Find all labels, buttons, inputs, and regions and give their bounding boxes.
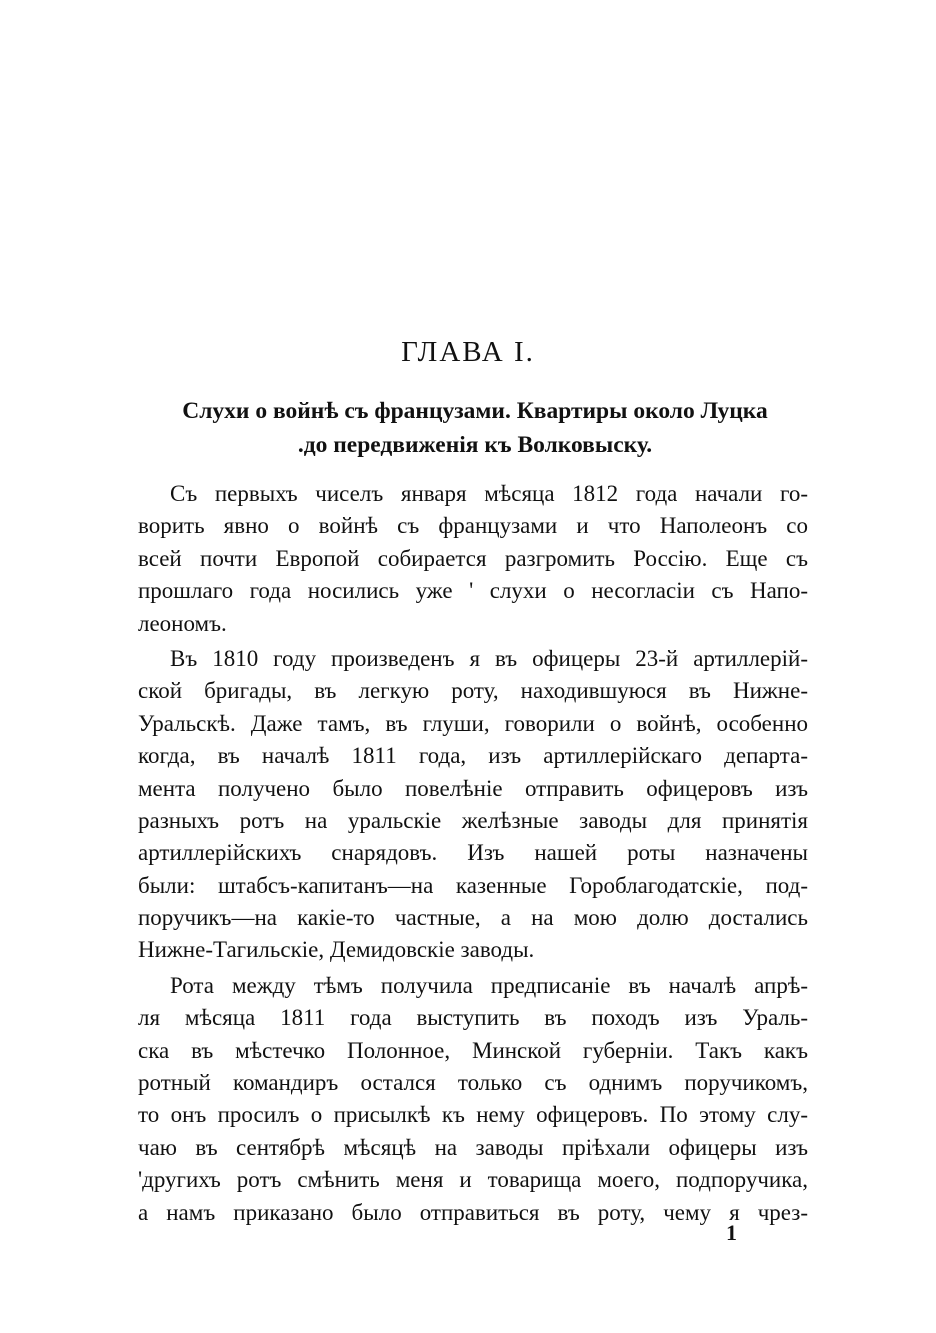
text-line: поручикъ—на какіе-то частные, а на мою долю достались (138, 905, 808, 931)
chapter-heading: ГЛАВА I. (401, 336, 535, 368)
text-line: Рота между тѣмъ получила предписаніе въ началѣ апрѣ- (170, 972, 808, 998)
text-line: то онъ просилъ о присылкѣ къ нему офицеровъ. По этому слу- (138, 1102, 808, 1128)
page-number: 1 (726, 1220, 737, 1245)
text-line: ска въ мѣстечко Полонное, Минской губерніи. Такъ какъ (138, 1037, 808, 1063)
text-line: разныхъ ротъ на уральскіе желѣзные заводы для принятія (138, 807, 808, 833)
paragraph (138, 970, 808, 1229)
chapter-subtitle (130, 394, 820, 462)
text-line: артиллерійскихъ снарядовъ. Изъ нашей роты назначены (138, 840, 808, 866)
text-line: чаю въ сентябрѣ мѣсяцѣ на заводы пріѣхали офицеры изъ (138, 1134, 808, 1160)
paragraph (138, 478, 808, 640)
text-line: 'другихъ ротъ смѣнить меня и товарища моего, подпоручика, (138, 1167, 808, 1193)
text-line: ворить явно о войнѣ съ французами и что Наполеонъ со (138, 513, 808, 539)
subtitle-line: .до передвиженія къ Волковыску. (297, 432, 653, 458)
text-line: Нижне-Тагильскіе, Демидовскіе заводы. (138, 937, 535, 963)
text-line: были: штабсъ-капитанъ—на казенные Гороблагодатскіе, под- (138, 872, 808, 898)
text-line: всей почти Европой собирается разгромить Россію. Еще съ (138, 545, 808, 571)
text-line: прошлаго года носились уже ' слухи о несогласіи съ Напо- (138, 578, 808, 604)
text-line: Съ первыхъ чиселъ января мѣсяца 1812 года начали го- (170, 481, 808, 506)
text-line: а намъ приказано было отправиться въ роту, чему я чрез- (138, 1199, 808, 1225)
body-text (138, 478, 808, 1229)
paragraph (138, 643, 808, 967)
text-line: леономъ. (138, 610, 227, 636)
text-line: Уральскѣ. Даже тамъ, въ глуши, говорили о войнѣ, особенно (138, 710, 808, 736)
text-line: ской бригады, въ легкую роту, находившуюся въ Нижне- (138, 678, 808, 704)
text-line: ротный командиръ остался только съ однимъ поручикомъ, (138, 1070, 808, 1096)
text-line: мента получено было повелѣніе отправить офицеровъ изъ (138, 775, 808, 801)
subtitle-line: Слухи о войнѣ съ французами. Квартиры около Луцка (182, 398, 768, 424)
text-line: когда, въ началѣ 1811 года, изъ артиллерійскаго департа- (138, 743, 808, 769)
text-line: ля мѣсяца 1811 года выступить въ походъ изъ Ураль- (138, 1005, 808, 1031)
text-line: Въ 1810 году произведенъ я въ офицеры 23-й артиллерій- (170, 645, 808, 671)
